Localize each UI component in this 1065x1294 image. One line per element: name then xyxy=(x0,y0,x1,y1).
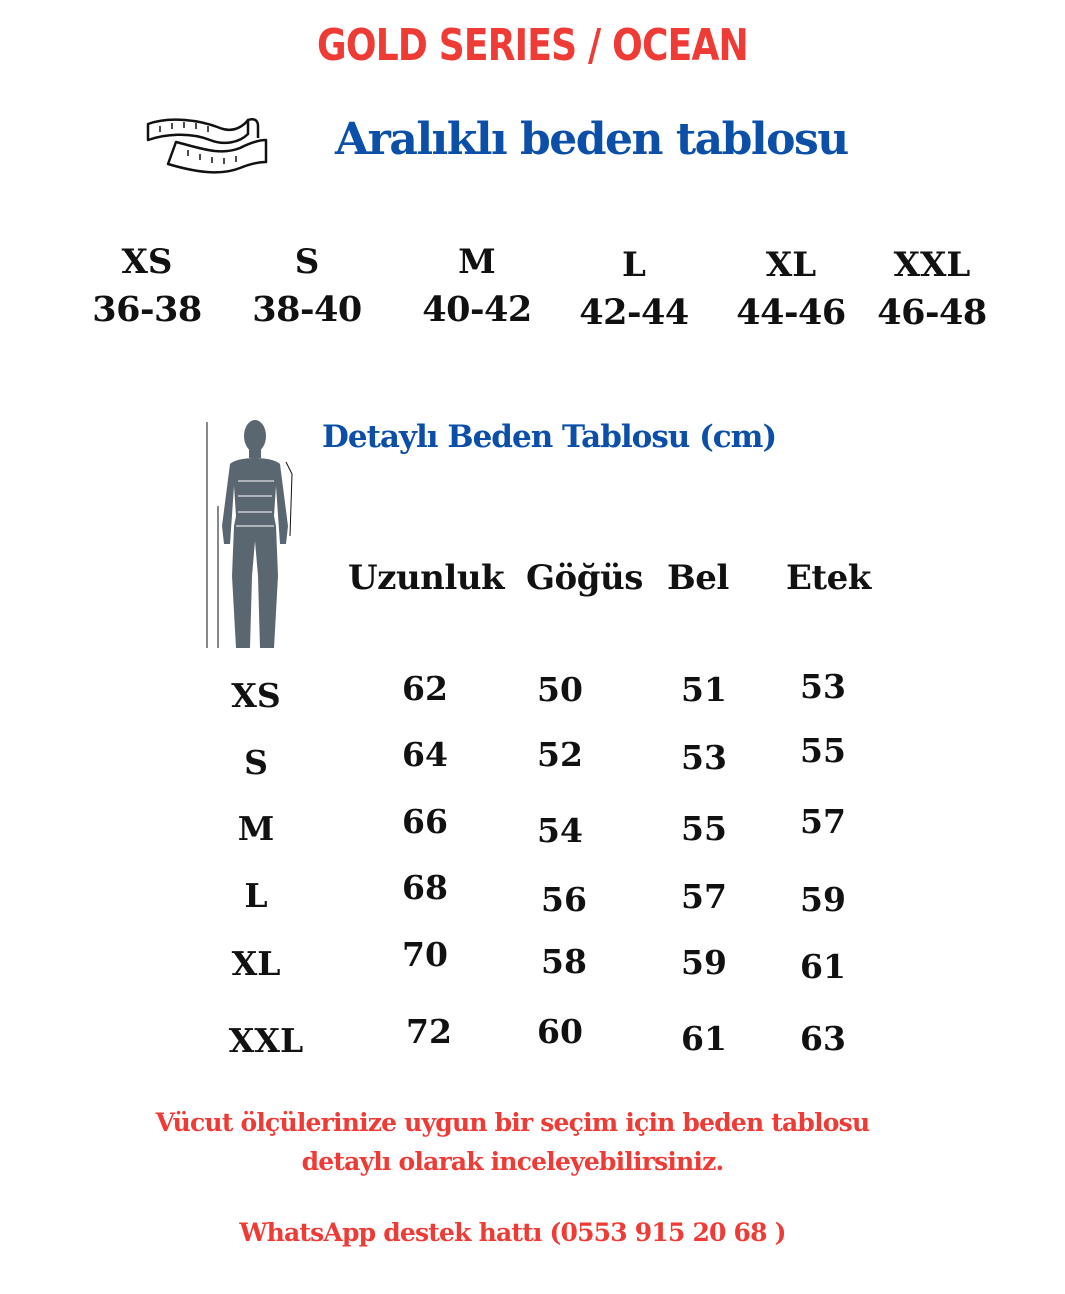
cell-bel: 61 xyxy=(681,1019,727,1058)
cell-gogus: 56 xyxy=(541,880,587,919)
cell-etek: 63 xyxy=(800,1019,846,1058)
row-size: XXL xyxy=(228,1021,304,1060)
row-size: S xyxy=(244,743,268,782)
detail-table-title: Detaylı Beden Tablosu (cm) xyxy=(322,419,777,455)
cell-etek: 57 xyxy=(800,802,846,841)
cell-gogus: 52 xyxy=(537,735,583,774)
row-size: XL xyxy=(231,944,281,983)
row-size: XS xyxy=(231,676,281,715)
range-value: 46-48 xyxy=(877,292,987,333)
range-item xyxy=(716,241,866,337)
column-header: Etek xyxy=(786,558,871,598)
cell-gogus: 60 xyxy=(537,1012,583,1051)
cell-etek: 53 xyxy=(800,667,846,706)
support-line: WhatsApp destek hattı (0553 915 20 68 ) xyxy=(239,1218,786,1247)
cell-uzunluk: 68 xyxy=(402,868,448,907)
cell-etek: 55 xyxy=(800,731,846,770)
cell-bel: 53 xyxy=(681,738,727,777)
row-size: L xyxy=(244,876,268,915)
column-header: Uzunluk xyxy=(348,558,505,598)
column-header: Göğüs xyxy=(526,558,643,598)
range-size: XL xyxy=(765,245,817,285)
info-note: detaylı olarak inceleyebilirsiniz. xyxy=(301,1147,724,1176)
page-title: GOLD SERIES / OCEAN xyxy=(317,20,748,71)
info-note: Vücut ölçülerinize uygun bir seçim için beden tablosu xyxy=(155,1108,870,1137)
cell-gogus: 54 xyxy=(537,811,583,850)
cell-uzunluk: 62 xyxy=(402,669,448,708)
range-value: 36-38 xyxy=(92,289,202,330)
range-item xyxy=(72,238,222,334)
cell-gogus: 58 xyxy=(541,942,587,981)
cell-uzunluk: 70 xyxy=(402,935,448,974)
tape-measure-icon xyxy=(140,112,272,178)
cell-bel: 51 xyxy=(681,670,727,709)
range-item xyxy=(232,238,382,334)
range-size: M xyxy=(458,242,496,282)
cell-etek: 59 xyxy=(800,880,846,919)
range-size: S xyxy=(294,242,320,282)
range-table-title: Aralıklı beden tablosu xyxy=(335,114,848,165)
cell-uzunluk: 72 xyxy=(406,1012,452,1051)
range-item xyxy=(402,238,552,334)
column-header: Bel xyxy=(667,558,729,598)
range-item xyxy=(857,241,1007,337)
cell-bel: 55 xyxy=(681,809,727,848)
cell-bel: 57 xyxy=(681,877,727,916)
range-value: 38-40 xyxy=(252,289,362,330)
row-size: M xyxy=(237,809,275,848)
range-size: XS xyxy=(121,242,173,282)
range-value: 40-42 xyxy=(422,289,532,330)
cell-bel: 59 xyxy=(681,943,727,982)
range-value: 42-44 xyxy=(579,292,689,333)
cell-etek: 61 xyxy=(800,947,846,986)
body-measurement-figure-icon xyxy=(200,416,300,656)
range-size: XXL xyxy=(893,245,971,285)
cell-gogus: 50 xyxy=(537,670,583,709)
range-value: 44-46 xyxy=(736,292,846,333)
cell-uzunluk: 66 xyxy=(402,802,448,841)
range-item xyxy=(559,241,709,337)
cell-uzunluk: 64 xyxy=(402,735,448,774)
range-size: L xyxy=(622,245,646,285)
